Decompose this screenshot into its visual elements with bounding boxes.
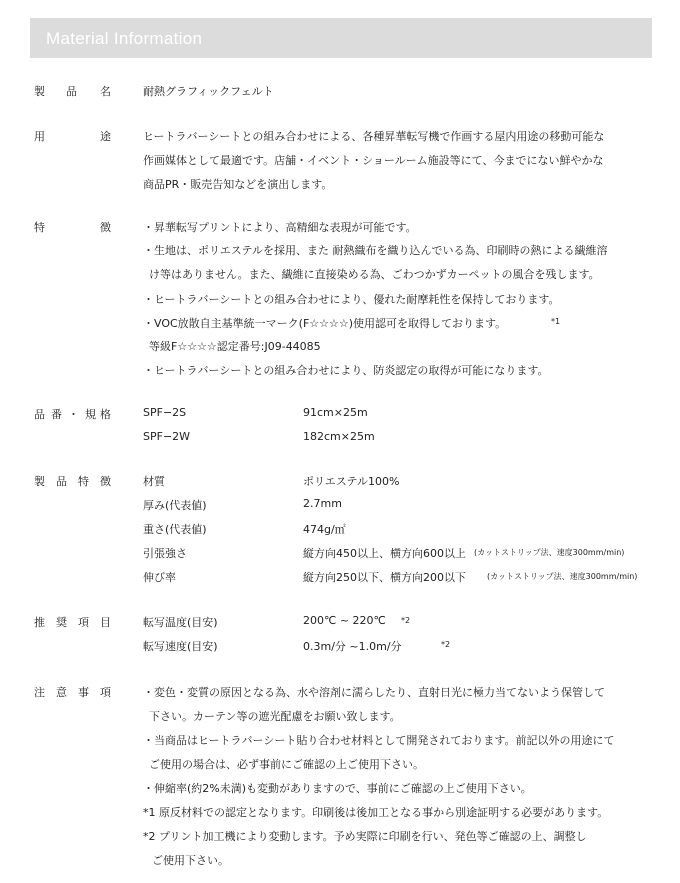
note-line: *1 原反材料での認定となります。印刷後は後加工となる事から別途証明する必要があります。: [143, 806, 609, 819]
label-char: 特: [34, 221, 45, 234]
feature-line: ・VOC放散自主基準統一マーク(F☆☆☆☆)使用認可を取得しております。: [143, 317, 507, 330]
label-char: 目: [100, 616, 111, 629]
char-note: (カットストリップ法、速度300mm/min): [487, 572, 638, 581]
rec-value: 0.3m/分 ~1.0m/分: [303, 640, 402, 653]
spec-code: SPF−2W: [143, 430, 191, 443]
note-line: ・当商品はヒートラバーシート貼り合わせ材料として開発されております。前記以外の用途にて: [143, 734, 615, 747]
char-value: ポリエステル100%: [303, 475, 400, 488]
label-char: 推: [34, 616, 45, 629]
label-char: 注: [34, 686, 45, 699]
label-char: 徴: [100, 221, 111, 234]
label-char: 奨: [56, 616, 67, 629]
header-title: Material Information: [46, 29, 203, 48]
rec-mark: *2: [401, 616, 411, 625]
char-name: 厚み(代表値): [143, 499, 207, 512]
feature-line: 等級F☆☆☆☆認定番号:J09-44085: [149, 340, 321, 353]
label-char: 用: [34, 130, 45, 143]
label-char: 品: [56, 475, 67, 488]
char-value: 縦方向450以上、横方向600以上: [303, 547, 466, 560]
feature-line: け等はありません。また、繊維に直接染める為、ごわつかずカーペットの風合を残します。: [149, 268, 600, 281]
product-name-value: 耐熱グラフィックフェルト: [143, 85, 274, 98]
feature-line: ・ヒートラバーシートとの組み合わせにより、優れた耐摩耗性を保持しております。: [143, 293, 560, 306]
note-line: ご使用の場合は、必ず事前にご確認の上ご使用下さい。: [149, 758, 424, 771]
feature-line: ・昇華転写プリントにより、高精細な表現が可能です。: [143, 221, 417, 234]
note-line: ・変色・変質の原因となる為、水や溶剤に濡らしたり、直射日光に極力当てないよう保管して: [143, 686, 605, 699]
label-char: 製: [34, 85, 45, 98]
char-name: 引張強さ: [143, 547, 187, 560]
label-char: 格: [100, 408, 111, 421]
footnote-mark: *1: [551, 317, 561, 326]
label-char: 意: [56, 686, 67, 699]
rec-mark: *2: [441, 640, 451, 649]
label-char: 製: [34, 475, 45, 488]
char-name: 伸び率: [143, 571, 176, 584]
label-char: 名: [100, 85, 111, 98]
rec-value: 200℃ ~ 220℃: [303, 614, 386, 627]
label-char: 特: [78, 475, 89, 488]
char-value: 縦方向250以下、横方向200以下: [303, 571, 466, 584]
note-line: ご使用下さい。: [152, 854, 229, 867]
char-name: 重さ(代表値): [143, 523, 207, 536]
rec-name: 転写温度(目安): [143, 616, 218, 629]
char-name: 材質: [143, 475, 165, 488]
label-char: 品: [66, 85, 77, 98]
feature-line: ・ヒートラバーシートとの組み合わせにより、防炎認定の取得が可能になります。: [143, 364, 549, 377]
label-char: 項: [100, 686, 111, 699]
section-header: [30, 18, 652, 58]
label-char: 番: [51, 408, 62, 421]
label-char: 徴: [100, 475, 111, 488]
char-value: 474g/㎡: [303, 523, 346, 536]
char-note: (カットストリップ法、速度300mm/min): [474, 548, 625, 557]
rec-name: 転写速度(目安): [143, 640, 218, 653]
note-line: *2 プリント加工機により変動します。予め実際に印刷を行い、発色等ご確認の上、調整し: [143, 830, 587, 843]
note-line: 下さい。カーテン等の遮光配慮をお願い致します。: [149, 710, 401, 723]
label-char: ・: [68, 408, 79, 421]
spec-size: 91cm×25m: [303, 406, 368, 419]
label-char: 項: [78, 616, 89, 629]
note-line: ・伸縮率(約2%未満)も変動がありますので、事前にご確認の上ご使用下さい。: [143, 782, 532, 795]
usage-line: 作画媒体として最適です。店舗・イベント・ショールーム施設等にて、今までにない鮮やかな: [143, 154, 604, 167]
feature-line: ・生地は、ポリエステルを採用、また 耐熱織布を織り込んでいる為、印刷時の熱による繊維溶: [143, 244, 608, 257]
label-char: 規: [85, 408, 96, 421]
usage-line: ヒートラバーシートとの組み合わせによる、各種昇華転写機で作画する屋内用途の移動可能な: [143, 130, 605, 143]
spec-code: SPF−2S: [143, 406, 187, 419]
label-char: 事: [78, 686, 89, 699]
usage-line: 商品PR・販売告知などを演出します。: [143, 178, 333, 191]
label-char: 途: [100, 130, 111, 143]
label-char: 品: [34, 408, 45, 421]
spec-size: 182cm×25m: [303, 430, 375, 443]
char-value: 2.7mm: [303, 497, 342, 510]
